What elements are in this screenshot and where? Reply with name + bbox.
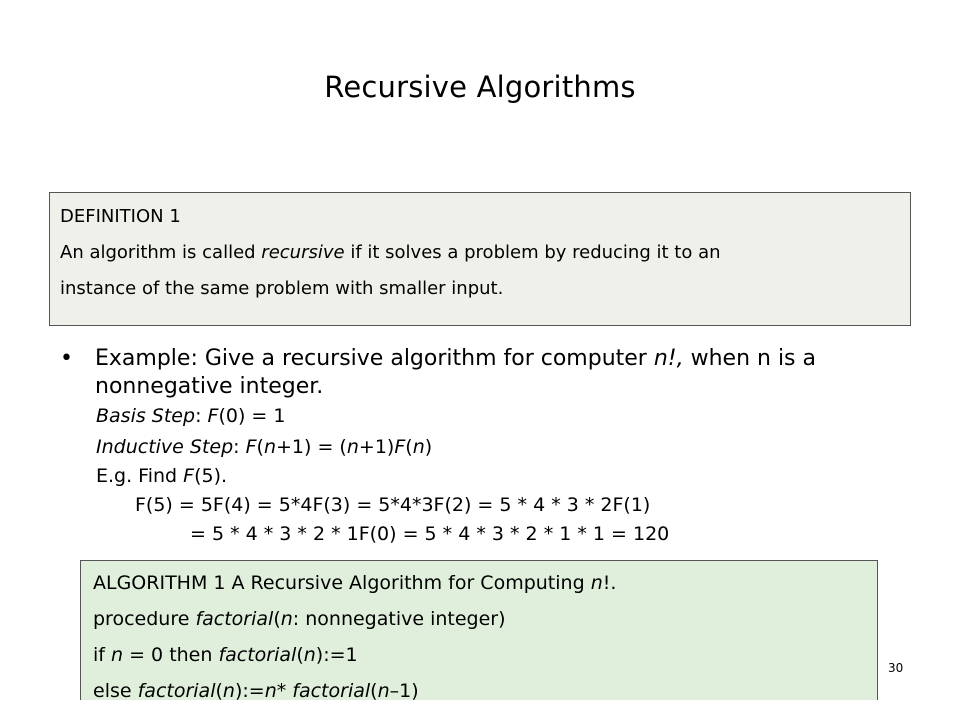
- definition-term: recursive: [261, 242, 345, 263]
- algorithm-line-procedure: procedure factorial(n: nonnegative integer): [93, 608, 506, 630]
- calculation-line-1: F(5) = 5F(4) = 5*4F(3) = 5*4*3F(2) = 5 * 4 * 3 * 2F(1): [135, 494, 651, 516]
- algorithm-line-if: if n = 0 then factorial(n):=1: [93, 644, 358, 666]
- algorithm-line-else: else factorial(n):=n* factorial(n–1): [93, 680, 419, 702]
- definition-text-post: if it solves a problem by reducing it to an: [344, 242, 721, 263]
- algorithm-header: ALGORITHM 1 A Recursive Algorithm for Computing n!.: [93, 572, 617, 594]
- definition-line-2: instance of the same problem with smaller input.: [60, 278, 504, 299]
- example-text-post: when n is a nonnegative integer.: [95, 346, 816, 399]
- example-text: [95, 345, 915, 401]
- slide-title: Recursive Algorithms: [324, 70, 636, 104]
- example-nfactorial: n!,: [653, 346, 684, 371]
- basis-step: Basis Step: F(0) = 1: [96, 405, 286, 427]
- definition-box: [49, 192, 911, 326]
- example-find: E.g. Find F(5).: [96, 465, 228, 487]
- algorithm-box: [80, 560, 878, 700]
- example-text-pre: Example: Give a recursive algorithm for computer: [95, 346, 654, 371]
- calculation-line-2: = 5 * 4 * 3 * 2 * 1F(0) = 5 * 4 * 3 * 2 * 1 * 1 = 120: [190, 523, 670, 545]
- bullet-icon: •: [60, 346, 73, 371]
- definition-text-pre: An algorithm is called: [60, 242, 262, 263]
- inductive-step: Inductive Step: F(n+1) = (n+1)F(n): [96, 436, 433, 458]
- definition-heading: DEFINITION 1: [60, 206, 181, 227]
- definition-line-1: [60, 235, 900, 271]
- page-number: 30: [888, 661, 904, 675]
